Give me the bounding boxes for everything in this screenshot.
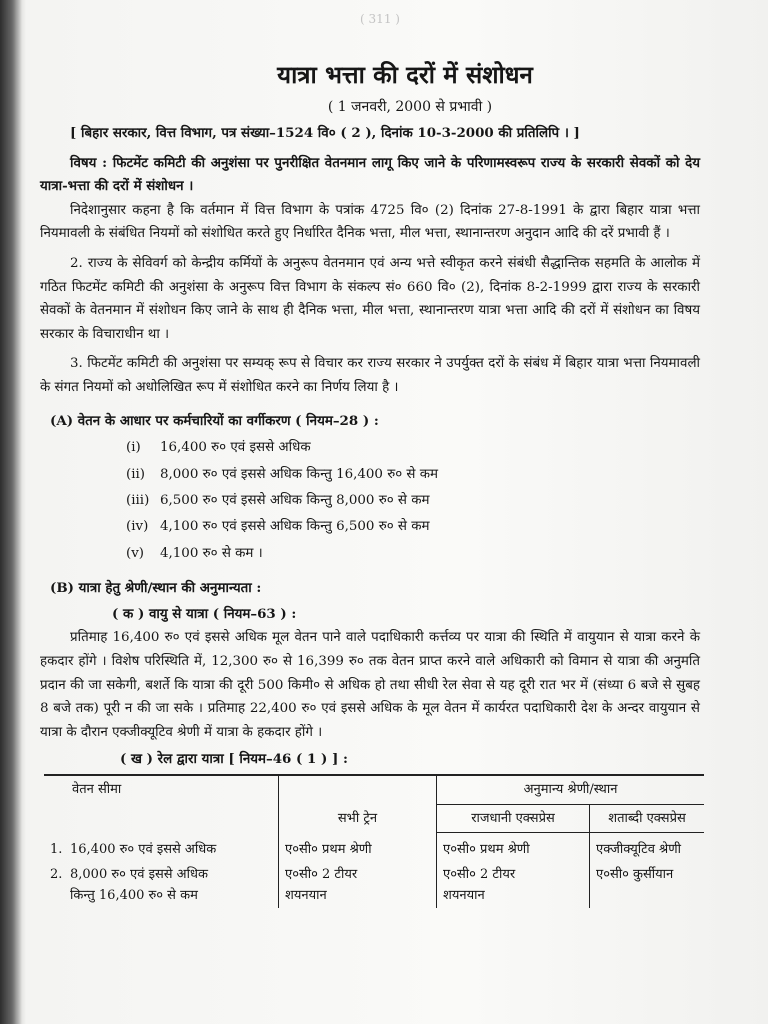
list-item-text: 8,000 रु० एवं इससे अधिक किन्तु 16,400 रु० से कम (160, 466, 439, 482)
paragraph-3: 3. फिटमेंट कमिटी की अनुशंसा पर सम्यक् रूप से विचार कर राज्य सरकार ने उपर्युक्त दरों के संबंध में बिहार यात्रा भत्ता नियमावली के संगत नियमों को अधोलिखित रूप में संशोधित करने का निर्णय लिया है । (40, 356, 700, 395)
class-text: ए०सी० प्रथम श्रेणी (443, 842, 530, 858)
rail-entitlement-table (44, 774, 704, 908)
reference-note: [ बिहार सरकार, वित्त विभाग, पत्र संख्या–1524 वि० ( 2 ), दिनांक 10-3-2000 की प्रतिलिपि । ] (70, 125, 580, 141)
class-text: शयनयान (285, 888, 327, 904)
book-spine-shadow (0, 0, 22, 1024)
pay-range-line (50, 839, 272, 860)
pay-range-line: किन्तु 16,400 रु० से कम (70, 888, 198, 904)
classification-list (126, 435, 700, 567)
all-trains-cell (279, 833, 437, 863)
pay-range-text: 16,400 रु० एवं इससे अधिक (70, 841, 217, 857)
list-item-text: 6,500 रु० एवं इससे अधिक किन्तु 8,000 रु० से कम (160, 492, 430, 508)
list-item-number: (i) (126, 440, 141, 456)
list-item (126, 435, 700, 461)
air-travel-paragraph: प्रतिमाह 16,400 रु० एवं इससे अधिक मूल वेतन पाने वाले पदाधिकारी कर्त्तव्य पर यात्रा की स्थिति में वायुयान से यात्रा करने के हकदार होंगे । विशेष परिस्थिति में, 12,300 रु० से 16,399 रु० तक वेतन प्राप्त करने वाले अधिकारी को विमान से यात्रा की अनुमति प्रदान की जा सकेगी, बशर्ते कि यात्रा की दूरी 500 किमी० से अधिक हो तथा सीधी रेल सेवा से यह दूरी रात भर में (संध्या 6 बजे से सुबह 8 बजे तक) पूरी न की जा सके । प्रतिमाह 22,400 रु० एवं इससे अधिक के मूल वेतन में कार्यरत पदाधिकारी देश के अन्दर वायुयान से यात्रा के दौरान एक्जीक्यूटिव श्रेणी में यात्रा के हकदार होंगे । (40, 630, 700, 740)
table-row (44, 862, 704, 908)
shatabdi-cell (590, 862, 705, 908)
class-text: एक्जीक्यूटिव श्रेणी (596, 842, 682, 858)
section-b-heading: (B) यात्रा हेतु श्रेणी/स्थान की अनुमान्यता : (50, 580, 262, 597)
rajdhani-cell (437, 862, 590, 908)
pay-range-text: 8,000 रु० एवं इससे अधिक (70, 867, 208, 883)
page-title: यात्रा भत्ता की दरों में संशोधन (277, 60, 533, 89)
list-item-text: 4,100 रु० एवं इससे अधिक किन्तु 6,500 रु० से कम (160, 519, 430, 535)
all-trains-cell (279, 862, 437, 908)
pay-range-line (50, 864, 272, 885)
class-text: ए०सी० 2 टीयर (443, 867, 516, 883)
rail-travel-heading: ( ख ) रेल द्वारा यात्रा [ नियम–46 ( 1 ) ] : (120, 751, 348, 768)
list-item-text: 16,400 रु० एवं इससे अधिक (160, 440, 311, 456)
column-header-pay-range: वेतन सीमा (44, 775, 279, 833)
section-a-heading: (A) वेतन के आधार पर कर्मचारियों का वर्गीकरण ( नियम–28 ) : (50, 412, 379, 429)
effective-date: ( 1 जनवरी, 2000 से प्रभावी ) (327, 99, 493, 115)
list-item (126, 488, 700, 514)
table-header-row (44, 775, 704, 804)
pay-range-cell (44, 862, 279, 908)
list-item-number: (iii) (126, 492, 150, 508)
group-header-entitled-class: अनुमान्य श्रेणी/स्थान (437, 775, 705, 804)
paragraph-2: 2. राज्य के सेविवर्ग को केन्द्रीय कर्मियों के अनुरूप वेतनमान एवं अन्य भत्ते स्वीकृत करने संबंधी सैद्धान्तिक सहमति के आलोक में गठित फिटमेंट कमिटी की अनुशंसा के अनुरूप वित्त विभाग के संकल्प सं० 660 वि० (2), दिनांक 8-2-1999 द्वारा राज्य के सरकारी सेवकों के वेतनमान में संशोधन किए जाने के साथ ही दैनिक भत्ता, मील भत्ता, स्थानान्तरण यात्रा भत्ता आदि की दरों में संशोधन का विषय सरकार के विचाराधीन था । (40, 255, 700, 342)
table-row (44, 833, 704, 863)
list-item-number: (v) (126, 545, 145, 561)
column-header-rajdhani: राजधानी एक्सप्रेस (437, 804, 590, 833)
air-travel-heading: ( क ) वायु से यात्रा ( नियम–63 ) : (112, 605, 297, 622)
class-text: शयनयान (443, 888, 485, 904)
column-header-all-trains: सभी ट्रेन (279, 775, 437, 833)
document-body (40, 10, 700, 908)
subject-line: विषय : फिटमेंट कमिटी की अनुशंसा पर पुनरीक्षित वेतनमान लागू किए जाने के परिणामस्वरूप राज्य के सरकारी सेवकों को देय यात्रा-भत्ता की दरों में संशोधन । (40, 154, 700, 195)
list-item-number: (iv) (126, 519, 149, 535)
page-number: ( 311 ) (360, 12, 400, 26)
row-number: 2. (50, 867, 63, 883)
paragraph-1: निदेशानुसार कहना है कि वर्तमान में वित्त विभाग के पत्रांक 4725 वि० (2) दिनांक 27-8-1991 के द्वारा बिहार यात्रा भत्ता नियमावली के संबंधित नियमों को संशोधित करते हुए निर्धारित दैनिक भत्ता, मील भत्ता, स्थानान्तरण अनुदान आदि की दरें प्रभावी हैं । (40, 202, 700, 242)
class-text: ए०सी० कुर्सीयान (596, 867, 674, 883)
pay-range-cell (44, 833, 279, 863)
list-item-number: (ii) (126, 466, 146, 482)
shatabdi-cell (590, 833, 705, 863)
rajdhani-cell (437, 833, 590, 863)
column-header-shatabdi: शताब्दी एक्सप्रेस (590, 804, 705, 833)
list-item (126, 514, 700, 540)
class-text: ए०सी० प्रथम श्रेणी (285, 841, 372, 857)
list-item-text: 4,100 रु० से कम । (160, 545, 263, 561)
list-item (126, 541, 700, 567)
list-item (126, 462, 700, 488)
row-number: 1. (50, 841, 63, 857)
class-text: ए०सी० 2 टीयर (285, 867, 358, 883)
